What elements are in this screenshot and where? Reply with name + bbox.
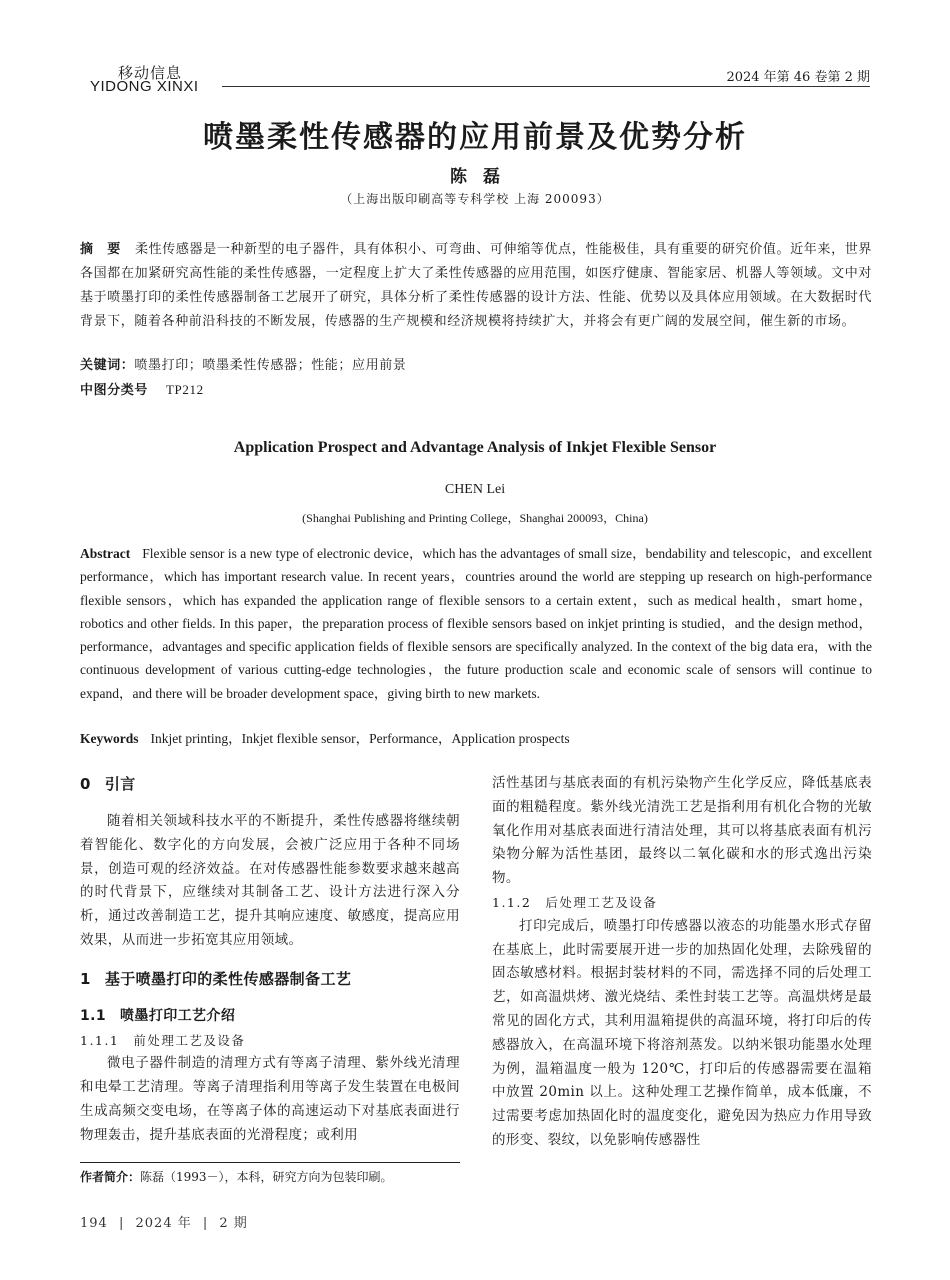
section-1-heading bbox=[80, 967, 460, 991]
section-1-1-1-heading bbox=[80, 1029, 460, 1053]
body-column-right bbox=[492, 772, 872, 1153]
page-footer bbox=[80, 1212, 248, 1231]
page-number: 194 bbox=[80, 1216, 108, 1231]
section-0-number: 0 bbox=[80, 775, 91, 793]
abstract-cn-label: 摘 要 bbox=[80, 242, 121, 257]
footer-separator: | bbox=[202, 1216, 209, 1231]
keywords-en-label: Keywords bbox=[80, 731, 139, 746]
section-1-1-heading bbox=[80, 1005, 460, 1029]
classification-number bbox=[80, 378, 872, 403]
clc-value: TP212 bbox=[166, 382, 204, 397]
section-1-1-2-heading bbox=[492, 891, 872, 915]
abstract-en bbox=[80, 542, 872, 705]
paragraph-1-1-2: 打印完成后，喷墨打印传感器以液态的功能墨水形式存留在基底上，此时需要展开进一步的加热固化处理，去除残留的固态敏感材料。根据封装材料的不同，需选择不同的后处理工艺，如高温烘烤、激光烧结、柔性封装工艺等。高温烘烤是最常见的固化方式，其利用温箱提供的高温环境，将打印后的传感器放入，在高温环境下将溶剂蒸发。以纳米银功能墨水处理为例，温箱温度一般为 120℃，打印后的传感器需要在温箱中放置 20min 以上。这种处理工艺操作简单，成本低廉，不过需要考虑加热固化时的温度变化，避免因为热应力作用导致的形变、裂纹，以免影响传感器性 bbox=[492, 917, 872, 1148]
section-1-1-number: 1.1 bbox=[80, 1007, 107, 1024]
section-0-heading bbox=[80, 772, 460, 796]
paper-title-en: Application Prospect and Advantage Analysis of Inkjet Flexible Sensor bbox=[233, 439, 717, 456]
footnote-text: 陈磊（1993－），本科，研究方向为包装印刷。 bbox=[140, 1170, 393, 1184]
author-name: 陈磊 bbox=[450, 167, 516, 187]
section-1-1-1-title: 前处理工艺及设备 bbox=[133, 1032, 246, 1048]
intro-paragraph: 随着相关领域科技水平的不断提升，柔性传感器将继续朝着智能化、数字化的方向发展，会被广泛应用于各种不同场景，创造可观的经济效益。在对传感器性能参数要求越来越高的时代背景下，应继续对其制备工艺、设计方法进行深入分析，通过改善制造工艺，提升其响应速度、敏感度，提高应用效果，从而进一步拓宽其应用领域。 bbox=[80, 813, 460, 948]
section-1-title: 基于喷墨打印的柔性传感器制备工艺 bbox=[104, 969, 352, 988]
continued-paragraph: 活性基团与基底表面的有机污染物产生化学反应，降低基底表面的粗糙程度。紫外线光清洗工艺是指利用有机化合物的光敏氧化作用对基底表面进行清洁处理，其可以将基底表面有机污染物分解为活性基团，最终以二氧化碳和水的形式逸出污染物。 bbox=[492, 775, 872, 887]
paragraph-1-1-1: 微电子器件制造的清理方式有等离子清理、紫外线光清理和电晕工艺清理。等离子清理指利用等离子发生装置在电极间生成高频交变电场，在等离子体的高速运动下对基底表面进行物理轰击，提升基底表面的光滑程度；或利用 bbox=[80, 1055, 460, 1143]
footer-issue: 2 期 bbox=[219, 1216, 248, 1231]
keywords-en bbox=[80, 727, 872, 750]
journal-name-en: YIDONG XINXI bbox=[90, 78, 199, 95]
section-0-title: 引言 bbox=[104, 775, 136, 793]
abstract-en-label: Abstract bbox=[80, 546, 131, 561]
footer-year: 2024 年 bbox=[135, 1216, 192, 1231]
journal-name-cn: 移动信息 bbox=[118, 64, 183, 82]
paper-title: 喷墨柔性传感器的应用前景及优势分析 bbox=[203, 120, 747, 155]
section-1-number: 1 bbox=[80, 969, 91, 988]
footnote-label: 作者简介： bbox=[80, 1170, 141, 1184]
section-1-1-1-number: 1.1.1 bbox=[80, 1032, 120, 1048]
abstract-cn bbox=[80, 238, 872, 334]
author-footnote bbox=[80, 1166, 460, 1188]
affiliation: （上海出版印刷高等专科学校 上海 200093） bbox=[340, 192, 610, 206]
issue-info: 2024 年第 46 卷第 2 期 bbox=[726, 70, 870, 85]
keywords-cn-label: 关键词： bbox=[80, 358, 135, 373]
keywords-cn-text: 喷墨打印；喷墨柔性传感器；性能；应用前景 bbox=[134, 358, 407, 373]
body-column-left bbox=[80, 772, 460, 1148]
footnote-rule bbox=[80, 1162, 460, 1163]
header-rule bbox=[222, 86, 870, 87]
footer-separator: | bbox=[118, 1216, 125, 1231]
keywords-cn bbox=[80, 354, 872, 378]
abstract-cn-text: 柔性传感器是一种新型的电子器件，具有体积小、可弯曲、可伸缩等优点，性能极佳，具有重要的研究价值。近年来，世界各国都在加紧研究高性能的柔性传感器，一定程度上扩大了柔性传感器的应用范围，如医疗健康、智能家居、机器人等领域。文中对基于喷墨打印的柔性传感器制备工艺展开了研究，具体分析了柔性传感器的设计方法、性能、优势以及具体应用领域。在大数据时代背景下，随着各种前沿科技的不断发展，传感器的生产规模和经济规模将持续扩大，并将会有更广阔的发展空间，催生新的市场。 bbox=[80, 242, 872, 329]
section-1-1-2-title: 后处理工艺及设备 bbox=[545, 894, 658, 910]
section-1-1-2-number: 1.1.2 bbox=[492, 894, 532, 910]
keywords-en-text: Inkjet printing，Inkjet flexible sensor，Performance，Application prospects bbox=[150, 731, 570, 746]
section-1-1-title: 喷墨打印工艺介绍 bbox=[120, 1007, 236, 1024]
clc-label: 中图分类号 bbox=[80, 383, 149, 398]
abstract-en-text: Flexible sensor is a new type of electronic device，which has the advantages of small size，bendability and telescopic，and excellent performance，which has important research value. In recent years，countries around the world are stepping up research on high-performance flexible sensors，which has expanded the application range of flexible sensors to a certain extent，such as medical health，smart home，robotics and other fields. In this paper，the preparation process of flexible sensors based on inkjet printing is studied，and the design method，performance，advantages and specific application fields of flexible sensors are specifically analyzed. In the context of the big data era，with the continuous development of various cutting-edge technologies，the future production scale and economic scale of sensors will continue to expand，and there will be broader development space，giving birth to new markets. bbox=[80, 546, 872, 701]
affiliation-en: (Shanghai Publishing and Printing College，Shanghai 200093，China) bbox=[302, 511, 648, 525]
author-name-en: CHEN Lei bbox=[444, 482, 506, 497]
